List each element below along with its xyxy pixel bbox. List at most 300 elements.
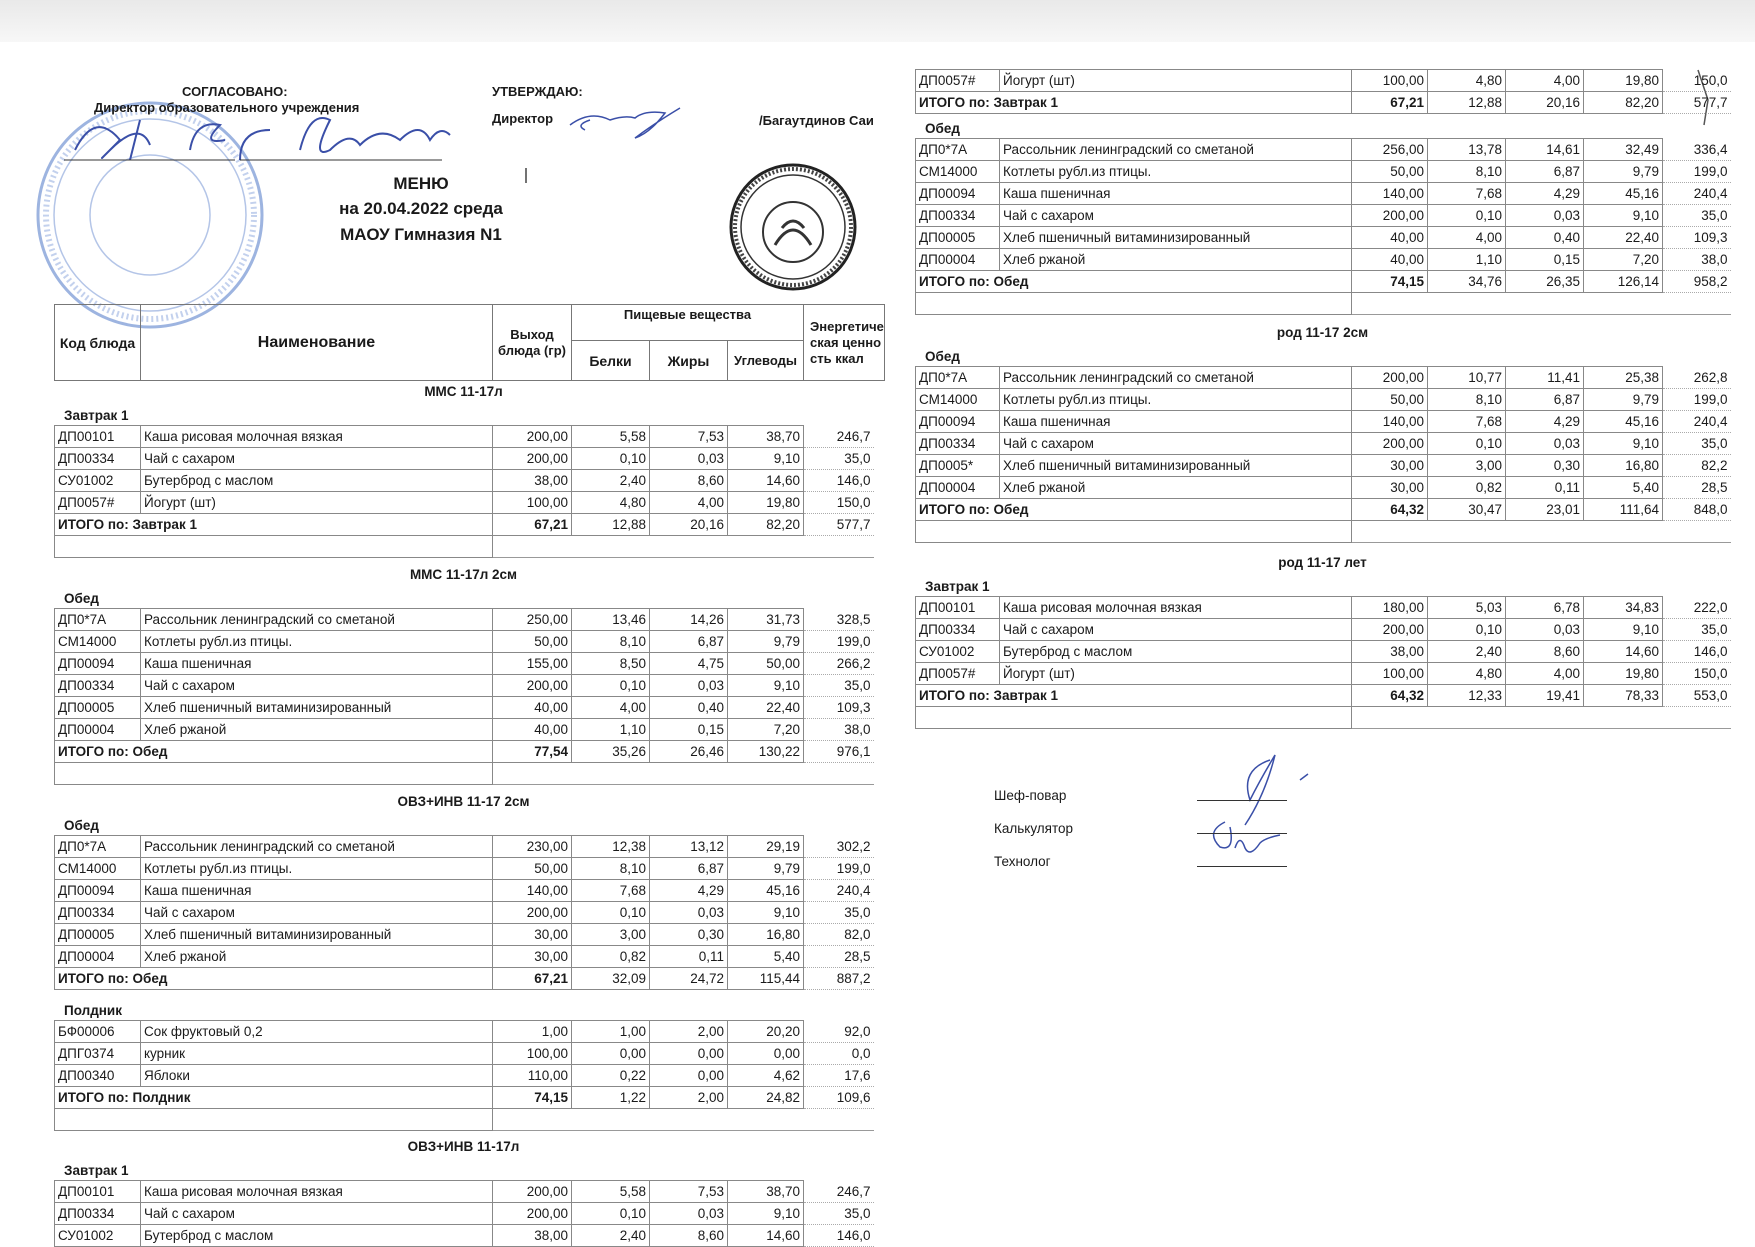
proteins: 5,58 — [572, 1181, 650, 1203]
proteins: 1,00 — [572, 1021, 650, 1043]
dish-code: ДП00094 — [916, 411, 1000, 433]
fats: 0,00 — [650, 1065, 728, 1087]
fats: 6,87 — [650, 858, 728, 880]
section-ovz-inv-2sm — [54, 790, 873, 990]
dish-code: БФ00006 — [55, 1021, 141, 1043]
total-fats: 23,01 — [1506, 499, 1584, 521]
section-rod-11-17 — [915, 551, 1730, 729]
section-mms-11-17 — [54, 380, 873, 558]
dish-output: 50,00 — [493, 858, 572, 880]
total-row — [55, 968, 874, 990]
dish-output: 30,00 — [493, 924, 572, 946]
carbs: 9,10 — [728, 448, 804, 470]
dish-name: Рассольник ленинградский со сметаной — [1000, 367, 1352, 389]
table-row — [55, 1181, 874, 1203]
proteins: 0,82 — [1428, 477, 1506, 499]
dish-code: СМ14000 — [916, 389, 1000, 411]
carbs: 19,80 — [728, 492, 804, 514]
proteins: 0,82 — [572, 946, 650, 968]
table-row — [55, 426, 874, 448]
dish-name: Йогурт (шт) — [141, 492, 493, 514]
proteins: 3,00 — [1428, 455, 1506, 477]
energy: 82,2 — [1663, 455, 1731, 477]
proteins: 8,10 — [1428, 161, 1506, 183]
total-dish-output: 77,54 — [493, 741, 572, 763]
blank-cell — [916, 521, 1352, 543]
total-carbs: 82,20 — [1584, 92, 1663, 114]
dish-output: 256,00 — [1352, 139, 1428, 161]
director-name: /Багаутдинов Саи — [759, 113, 874, 128]
meal-title: Обед — [64, 818, 99, 833]
dish-output: 200,00 — [493, 902, 572, 924]
energy: 35,0 — [804, 675, 874, 697]
menu-table — [915, 366, 1731, 543]
energy: 328,5 — [804, 609, 874, 631]
dish-output: 1,00 — [493, 1021, 572, 1043]
energy: 109,3 — [1663, 227, 1731, 249]
total-fats: 24,72 — [650, 968, 728, 990]
energy: 35,0 — [1663, 205, 1731, 227]
table-row — [916, 205, 1731, 227]
fats: 14,26 — [650, 609, 728, 631]
school-name: МАОУ Гимназия N1 — [340, 225, 502, 244]
table-row — [916, 389, 1731, 411]
dish-name: Котлеты рубл.из птицы. — [141, 631, 493, 653]
total-carbs: 111,64 — [1584, 499, 1663, 521]
dish-output: 100,00 — [493, 1043, 572, 1065]
blank-cell — [55, 763, 493, 785]
signature-chef — [1214, 755, 1308, 852]
dish-output: 200,00 — [1352, 205, 1428, 227]
dish-code: ДП0057# — [916, 663, 1000, 685]
dish-output: 180,00 — [1352, 597, 1428, 619]
carbs: 14,60 — [728, 1225, 804, 1247]
menu-table — [54, 835, 874, 990]
proteins: 10,77 — [1428, 367, 1506, 389]
dish-output: 40,00 — [1352, 227, 1428, 249]
proteins: 0,10 — [1428, 619, 1506, 641]
dish-output: 30,00 — [1352, 455, 1428, 477]
energy: 35,0 — [1663, 619, 1731, 641]
table-row — [916, 597, 1731, 619]
section-snack — [54, 999, 873, 1131]
proteins: 12,38 — [572, 836, 650, 858]
total-label: ИТОГО по: Завтрак 1 — [916, 685, 1352, 707]
energy: 109,3 — [804, 697, 874, 719]
total-fats: 20,16 — [1506, 92, 1584, 114]
blank-row — [916, 293, 1731, 315]
table-row — [55, 697, 874, 719]
fats: 6,87 — [1506, 389, 1584, 411]
signoff-chef: Шеф-повар — [994, 788, 1067, 803]
total-fats: 26,35 — [1506, 271, 1584, 293]
energy: 199,0 — [1663, 161, 1731, 183]
energy: 146,0 — [804, 1225, 874, 1247]
fats: 6,87 — [650, 631, 728, 653]
dish-output: 250,00 — [493, 609, 572, 631]
table-row — [55, 924, 874, 946]
dish-code: СУ01002 — [55, 470, 141, 492]
proteins: 2,40 — [1428, 641, 1506, 663]
carbs: 16,80 — [1584, 455, 1663, 477]
blank-cell — [1352, 707, 1731, 729]
dish-code: ДП0*7А — [916, 367, 1000, 389]
energy: 146,0 — [1663, 641, 1731, 663]
proteins: 4,00 — [1428, 227, 1506, 249]
total-dish-output: 74,15 — [1352, 271, 1428, 293]
table-row — [916, 455, 1731, 477]
total-proteins: 32,09 — [572, 968, 650, 990]
signature-director — [570, 108, 680, 138]
dish-output: 200,00 — [1352, 619, 1428, 641]
meal-title: Полдник — [64, 1003, 122, 1018]
carbs: 38,70 — [728, 1181, 804, 1203]
carbs: 7,20 — [728, 719, 804, 741]
total-row — [916, 685, 1731, 707]
signature-line — [1197, 800, 1287, 801]
menu-table — [54, 1180, 874, 1247]
total-label: ИТОГО по: Обед — [55, 741, 493, 763]
meal-title: Завтрак 1 — [64, 408, 129, 423]
col-carbs: Углеводы — [728, 341, 804, 381]
proteins: 8,10 — [572, 631, 650, 653]
carbs: 5,40 — [1584, 477, 1663, 499]
fats: 6,87 — [1506, 161, 1584, 183]
total-fats: 19,41 — [1506, 685, 1584, 707]
dish-output: 100,00 — [1352, 70, 1428, 92]
energy: 35,0 — [804, 1203, 874, 1225]
dish-name: Бутерброд с маслом — [141, 1225, 493, 1247]
total-fats: 26,46 — [650, 741, 728, 763]
carbs: 4,62 — [728, 1065, 804, 1087]
table-row — [55, 880, 874, 902]
fats: 0,30 — [650, 924, 728, 946]
menu-table — [915, 596, 1731, 729]
proteins: 0,10 — [1428, 205, 1506, 227]
proteins: 2,40 — [572, 470, 650, 492]
table-row — [55, 492, 874, 514]
dish-code: СМ14000 — [55, 858, 141, 880]
dish-code: ДП00334 — [55, 675, 141, 697]
table-row — [55, 609, 874, 631]
carbs: 19,80 — [1584, 663, 1663, 685]
proteins: 13,78 — [1428, 139, 1506, 161]
agreed-by-label: Директор образовательного учреждения — [94, 100, 360, 115]
section-ovz-inv-11-17 — [54, 1135, 873, 1247]
carbs: 32,49 — [1584, 139, 1663, 161]
dish-code: СУ01002 — [55, 1225, 141, 1247]
energy: 199,0 — [804, 631, 874, 653]
total-label: ИТОГО по: Завтрак 1 — [916, 92, 1352, 114]
group-title: ОВЗ+ИНВ 11-17л — [407, 1139, 520, 1154]
dish-name: Чай с сахаром — [1000, 619, 1352, 641]
dish-output: 40,00 — [493, 719, 572, 741]
proteins: 7,68 — [1428, 183, 1506, 205]
energy: 336,4 — [1663, 139, 1731, 161]
fats: 4,00 — [1506, 70, 1584, 92]
group-title: ОВЗ+ИНВ 11-17 2см — [397, 794, 530, 809]
table-row — [55, 902, 874, 924]
dish-output: 200,00 — [1352, 367, 1428, 389]
blank-cell — [1352, 521, 1731, 543]
table-row — [916, 183, 1731, 205]
dish-code: ДП00101 — [55, 426, 141, 448]
dish-name: Чай с сахаром — [141, 675, 493, 697]
dish-output: 155,00 — [493, 653, 572, 675]
fats: 4,75 — [650, 653, 728, 675]
menu-table — [54, 425, 874, 558]
dish-name: Каша пшеничная — [1000, 411, 1352, 433]
table-row — [916, 367, 1731, 389]
menu-table — [915, 138, 1731, 315]
dish-code: ДП00005 — [55, 697, 141, 719]
table-row — [55, 470, 874, 492]
proteins: 7,68 — [572, 880, 650, 902]
blank-cell — [55, 536, 493, 558]
fats: 0,15 — [1506, 249, 1584, 271]
fats: 0,11 — [650, 946, 728, 968]
table-row — [55, 858, 874, 880]
menu-table — [915, 69, 1731, 114]
dish-output: 200,00 — [493, 1181, 572, 1203]
dish-code: ДП0*7А — [55, 609, 141, 631]
menu-date: на 20.04.2022 среда — [339, 199, 503, 218]
proteins: 5,03 — [1428, 597, 1506, 619]
total-carbs: 130,22 — [728, 741, 804, 763]
carbs: 9,79 — [728, 631, 804, 653]
energy: 146,0 — [804, 470, 874, 492]
total-energy: 848,0 — [1663, 499, 1731, 521]
official-round-stamp — [731, 165, 855, 289]
proteins: 1,10 — [572, 719, 650, 741]
dish-code: ДП00094 — [55, 653, 141, 675]
energy: 199,0 — [804, 858, 874, 880]
table-row — [916, 249, 1731, 271]
total-row — [916, 92, 1731, 114]
table-row — [916, 227, 1731, 249]
fats: 4,00 — [1506, 663, 1584, 685]
blank-row — [55, 1109, 874, 1131]
dish-output: 200,00 — [493, 675, 572, 697]
carbs: 9,10 — [1584, 433, 1663, 455]
proteins: 4,00 — [572, 697, 650, 719]
energy: 92,0 — [804, 1021, 874, 1043]
carbs: 9,79 — [728, 858, 804, 880]
fats: 0,03 — [1506, 619, 1584, 641]
proteins: 0,22 — [572, 1065, 650, 1087]
fats: 4,29 — [650, 880, 728, 902]
dish-output: 30,00 — [1352, 477, 1428, 499]
total-carbs: 115,44 — [728, 968, 804, 990]
energy: 199,0 — [1663, 389, 1731, 411]
fats: 0,03 — [650, 675, 728, 697]
fats: 0,00 — [650, 1043, 728, 1065]
meal-title: Завтрак 1 — [64, 1163, 129, 1178]
dish-name: Каша рисовая молочная вязкая — [141, 1181, 493, 1203]
dish-code: ДП00334 — [916, 433, 1000, 455]
table-row — [916, 641, 1731, 663]
dish-name: Котлеты рубл.из птицы. — [141, 858, 493, 880]
energy: 150,0 — [1663, 663, 1731, 685]
total-dish-output: 67,21 — [493, 968, 572, 990]
dish-code: ДП00005 — [55, 924, 141, 946]
proteins: 0,10 — [572, 448, 650, 470]
table-row — [55, 631, 874, 653]
approve-label: УТВЕРЖДАЮ: — [492, 84, 583, 99]
total-label: ИТОГО по: Обед — [916, 271, 1352, 293]
energy: 0,0 — [804, 1043, 874, 1065]
dish-name: Сок фруктовый 0,2 — [141, 1021, 493, 1043]
group-title: ММС 11-17л — [424, 384, 503, 399]
signature-line — [1197, 866, 1287, 867]
dish-name: Каша пшеничная — [1000, 183, 1352, 205]
group-title: ММС 11-17л 2см — [409, 567, 518, 582]
dish-output: 140,00 — [1352, 183, 1428, 205]
fats: 8,60 — [650, 1225, 728, 1247]
proteins: 7,68 — [1428, 411, 1506, 433]
carbs: 19,80 — [1584, 70, 1663, 92]
blank-row — [55, 763, 874, 785]
table-row — [916, 477, 1731, 499]
dish-output: 38,00 — [493, 1225, 572, 1247]
total-fats: 20,16 — [650, 514, 728, 536]
carbs: 9,10 — [728, 1203, 804, 1225]
dish-name: Чай с сахаром — [1000, 433, 1352, 455]
dish-code: ДП00094 — [916, 183, 1000, 205]
table-row — [916, 139, 1731, 161]
table-row — [55, 1043, 874, 1065]
total-carbs: 24,82 — [728, 1087, 804, 1109]
total-row — [55, 514, 874, 536]
proteins: 4,80 — [572, 492, 650, 514]
carbs: 45,16 — [1584, 183, 1663, 205]
fats: 4,00 — [650, 492, 728, 514]
dish-code: ДП00334 — [916, 619, 1000, 641]
total-proteins: 12,88 — [1428, 92, 1506, 114]
fats: 0,03 — [650, 902, 728, 924]
blank-row — [55, 536, 874, 558]
col-fats: Жиры — [650, 341, 728, 381]
carbs: 31,73 — [728, 609, 804, 631]
dish-name: Хлеб ржаной — [141, 946, 493, 968]
dish-name: Каша пшеничная — [141, 653, 493, 675]
carbs: 7,20 — [1584, 249, 1663, 271]
fats: 14,61 — [1506, 139, 1584, 161]
dish-name: Чай с сахаром — [141, 1203, 493, 1225]
table-row — [55, 653, 874, 675]
table-row — [55, 836, 874, 858]
energy: 150,0 — [804, 492, 874, 514]
dish-name: Каша пшеничная — [141, 880, 493, 902]
fats: 4,29 — [1506, 411, 1584, 433]
dish-code: ДП00004 — [916, 477, 1000, 499]
meal-title: Обед — [925, 349, 960, 364]
energy: 266,2 — [804, 653, 874, 675]
dish-output: 140,00 — [1352, 411, 1428, 433]
table-row — [916, 161, 1731, 183]
dish-name: Хлеб пшеничный витаминизированный — [1000, 455, 1352, 477]
signature-line — [1197, 833, 1287, 834]
dish-code: СУ01002 — [916, 641, 1000, 663]
proteins: 0,10 — [1428, 433, 1506, 455]
table-row — [55, 1225, 874, 1247]
fats: 7,53 — [650, 1181, 728, 1203]
table-row — [916, 619, 1731, 641]
table-row — [55, 675, 874, 697]
total-dish-output: 64,32 — [1352, 685, 1428, 707]
energy: 262,8 — [1663, 367, 1731, 389]
dish-code: ДП0057# — [916, 70, 1000, 92]
signature-agreed — [75, 118, 450, 160]
table-row — [916, 663, 1731, 685]
dish-name: Рассольник ленинградский со сметаной — [141, 609, 493, 631]
fats: 0,40 — [1506, 227, 1584, 249]
dish-output: 50,00 — [1352, 161, 1428, 183]
dish-name: Котлеты рубл.из птицы. — [1000, 389, 1352, 411]
total-row — [55, 1087, 874, 1109]
total-carbs: 82,20 — [728, 514, 804, 536]
proteins: 4,80 — [1428, 70, 1506, 92]
table-row — [916, 411, 1731, 433]
fats: 0,30 — [1506, 455, 1584, 477]
total-energy: 577,7 — [804, 514, 874, 536]
col-code: Код блюда — [55, 305, 141, 381]
energy: 82,0 — [804, 924, 874, 946]
dish-output: 40,00 — [493, 697, 572, 719]
col-energy: Энергетическая ценность ккал — [804, 305, 885, 381]
table-row — [55, 946, 874, 968]
menu-title: МЕНЮ — [393, 174, 449, 193]
section-lunch — [915, 117, 1730, 315]
total-proteins: 30,47 — [1428, 499, 1506, 521]
fats: 0,15 — [650, 719, 728, 741]
fats: 0,03 — [1506, 433, 1584, 455]
dish-code: ДП0*7А — [916, 139, 1000, 161]
table-row — [55, 719, 874, 741]
total-energy: 976,1 — [804, 741, 874, 763]
meal-title: Обед — [925, 121, 960, 136]
table-row — [55, 448, 874, 470]
dish-code: ДП0*7А — [55, 836, 141, 858]
fats: 8,60 — [1506, 641, 1584, 663]
total-energy: 887,2 — [804, 968, 874, 990]
dish-name: Хлеб пшеничный витаминизированный — [1000, 227, 1352, 249]
blank-cell — [1352, 293, 1731, 315]
dish-code: ДП00334 — [916, 205, 1000, 227]
total-proteins: 12,88 — [572, 514, 650, 536]
column-header — [54, 304, 884, 381]
energy: 222,0 — [1663, 597, 1731, 619]
energy: 35,0 — [1663, 433, 1731, 455]
dish-name: Рассольник ленинградский со сметаной — [1000, 139, 1352, 161]
dish-output: 30,00 — [493, 946, 572, 968]
carbs: 0,00 — [728, 1043, 804, 1065]
fats: 0,03 — [650, 1203, 728, 1225]
blank-cell — [916, 293, 1352, 315]
dish-name: Рассольник ленинградский со сметаной — [141, 836, 493, 858]
energy: 240,4 — [1663, 411, 1731, 433]
dish-output: 50,00 — [1352, 389, 1428, 411]
group-title: род 11-17 2см — [1276, 325, 1369, 340]
energy: 246,7 — [804, 426, 874, 448]
section-mms-11-17-2sm — [54, 563, 873, 785]
dish-name: Чай с сахаром — [141, 902, 493, 924]
carbs: 9,10 — [1584, 619, 1663, 641]
director-label: Директор — [492, 111, 554, 126]
dish-name: Хлеб пшеничный витаминизированный — [141, 697, 493, 719]
col-name: Наименование — [141, 305, 493, 381]
group-title: род 11-17 лет — [1278, 555, 1367, 570]
